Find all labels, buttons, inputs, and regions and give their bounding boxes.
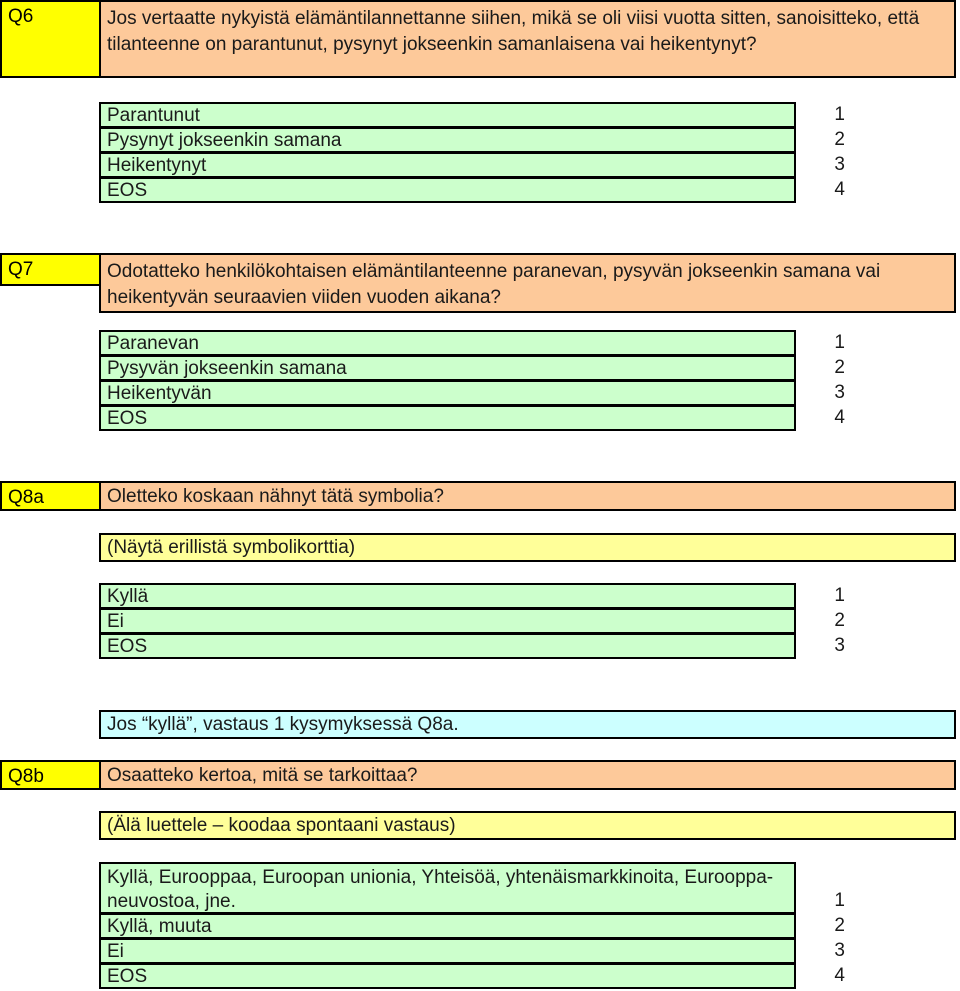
q6-code-2: 2 xyxy=(834,129,845,150)
q6-code-1: 1 xyxy=(834,104,845,125)
q6-code-4: 4 xyxy=(834,179,845,200)
q6-option-3[interactable]: Heikentynyt xyxy=(99,152,796,178)
q8a-option-3[interactable]: EOS xyxy=(99,633,796,659)
routing-instruction: Jos “kyllä”, vastaus 1 kysymyksessä Q8a. xyxy=(99,710,956,739)
q7-option-1[interactable]: Paranevan xyxy=(99,330,796,356)
q6-question-text: Jos vertaatte nykyistä elämäntilannettanne siihen, mikä se oli viisi vuotta sitten, sanoisitteko, että tilanteenne on parantunut, pysynyt jokseenkin samanlaisena vai heikentynyt? xyxy=(99,0,956,78)
q7-code-3: 3 xyxy=(834,382,845,403)
q8b-id: Q8b xyxy=(0,760,101,790)
q8a-interviewer-note: (Näytä erillistä symbolikorttia) xyxy=(99,533,956,562)
q8a-option-2[interactable]: Ei xyxy=(99,608,796,634)
q6-option-2[interactable]: Pysynyt jokseenkin samana xyxy=(99,127,796,153)
q8b-option-4[interactable]: EOS xyxy=(99,963,796,989)
q7-option-3[interactable]: Heikentyvän xyxy=(99,380,796,406)
q8b-option-1[interactable]: Kyllä, Eurooppaa, Euroopan unionia, Yhteisöä, yhtenäismarkkinoita, Eurooppa-neuvostoa, jne. xyxy=(99,862,796,914)
q7-option-2[interactable]: Pysyvän jokseenkin samana xyxy=(99,355,796,381)
q8a-code-1: 1 xyxy=(834,585,845,606)
q8b-code-2: 2 xyxy=(834,915,845,936)
q6-id: Q6 xyxy=(0,0,101,78)
q8b-code-4: 4 xyxy=(834,965,845,986)
q6-option-4[interactable]: EOS xyxy=(99,177,796,203)
q8b-question-text: Osaatteko kertoa, mitä se tarkoittaa? xyxy=(99,760,956,790)
q8a-question-text: Oletteko koskaan nähnyt tätä symbolia? xyxy=(99,481,956,511)
q7-id: Q7 xyxy=(0,253,101,286)
q7-question-text: Odotatteko henkilökohtaisen elämäntilanteenne paranevan, pysyvän jokseenkin samana vai heikentyvän seuraavien viiden vuoden aikana? xyxy=(99,253,956,313)
q6-code-3: 3 xyxy=(834,154,845,175)
q7-code-2: 2 xyxy=(834,357,845,378)
q8a-code-3: 3 xyxy=(834,635,845,656)
q8a-code-2: 2 xyxy=(834,610,845,631)
q7-option-4[interactable]: EOS xyxy=(99,405,796,431)
q8b-option-3[interactable]: Ei xyxy=(99,938,796,964)
q8b-option-2[interactable]: Kyllä, muuta xyxy=(99,913,796,939)
q8b-code-1: 1 xyxy=(834,890,845,911)
q7-code-1: 1 xyxy=(834,332,845,353)
q8a-id: Q8a xyxy=(0,481,101,511)
q8a-option-1[interactable]: Kyllä xyxy=(99,583,796,609)
q7-code-4: 4 xyxy=(834,407,845,428)
q8b-code-3: 3 xyxy=(834,940,845,961)
q6-option-1[interactable]: Parantunut xyxy=(99,102,796,128)
q8b-interviewer-note: (Älä luettele – koodaa spontaani vastaus) xyxy=(99,811,956,840)
